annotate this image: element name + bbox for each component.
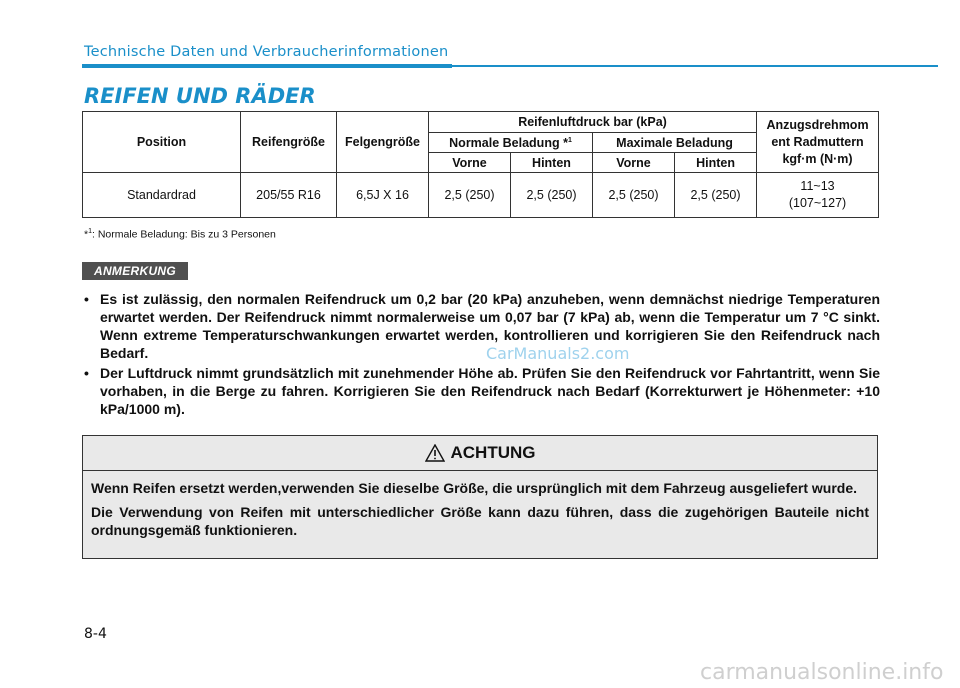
caution-paragraph: Wenn Reifen ersetzt werden,verwenden Sie dieselbe Größe, die ursprünglich mit dem Fahrzeug ausgeliefert wurde. xyxy=(91,480,858,496)
tire-spec-table xyxy=(82,111,879,218)
cell-position: Standardrad xyxy=(83,173,241,218)
page-number: 8-4 xyxy=(84,626,107,642)
warning-triangle-icon xyxy=(425,444,445,462)
list-item: • Es ist zulässig, den normalen Reifendruck um 0,2 bar (20 kPa) anzuheben, wenn demnächst niedrige Temperaturen erwartet werden. Der Reifendruck nimmt normalerweise um 0,07 bar (7 kPa) ab, wenn die Temperatur um 7 °C sinkt. Wenn extreme Temperaturschwankungen erwartet werden, kontrollieren und korrigieren Sie den Reifendruck nach Bedarf. xyxy=(84,290,880,362)
torque-header-line2: ent Radmuttern xyxy=(771,134,864,149)
col-header-max-rear: Hinten xyxy=(675,153,757,173)
caution-box xyxy=(82,435,878,559)
cell-rim-size: 6,5J X 16 xyxy=(337,173,429,218)
table-row xyxy=(83,173,879,218)
header-rule-thick xyxy=(82,64,452,68)
note-badge: ANMERKUNG xyxy=(82,262,188,280)
caution-title: ACHTUNG xyxy=(450,443,536,462)
cell-normal-front: 2,5 (250) xyxy=(429,173,511,218)
col-header-normal-load: Normale Beladung *$^1$ xyxy=(429,133,593,153)
col-header-max-load: Maximale Beladung xyxy=(593,133,757,153)
cell-torque xyxy=(757,173,879,218)
caution-body xyxy=(83,471,877,539)
cell-max-rear: 2,5 (250) xyxy=(675,173,757,218)
torque-value-line2: (107~127) xyxy=(788,196,847,210)
torque-value-line1: 11~13 xyxy=(800,179,835,193)
col-header-tire-size: Reifengröße xyxy=(241,112,337,173)
cell-tire-size: 205/55 R16 xyxy=(241,173,337,218)
col-header-normal-rear: Hinten xyxy=(511,153,593,173)
caution-paragraph: Die Verwendung von Reifen mit unterschiedlicher Größe kann dazu führen, dass die zugehörigen Bauteile nicht ordnungsgemäß funktionieren. xyxy=(91,504,869,538)
col-header-position: Position xyxy=(83,112,241,173)
cell-normal-rear: 2,5 (250) xyxy=(511,173,593,218)
col-header-max-front: Vorne xyxy=(593,153,675,173)
col-header-normal-front: Vorne xyxy=(429,153,511,173)
caution-header xyxy=(83,436,877,471)
col-header-rim-size: Felgengröße xyxy=(337,112,429,173)
cell-max-front: 2,5 (250) xyxy=(593,173,675,218)
header-rule-thin xyxy=(452,65,938,67)
torque-header-line1: Anzugsdrehmom xyxy=(766,117,869,132)
footer-site-text: carmanualsonline.info xyxy=(700,660,944,685)
footnote: *$^1$: Normale Beladung: Bis zu 3 Personen xyxy=(84,228,276,241)
note-list xyxy=(84,290,880,420)
section-title: Technische Daten und Verbraucherinformationen xyxy=(84,44,449,60)
watermark: CarManuals2.com xyxy=(486,344,630,363)
torque-header-line3: kgf·m (N·m) xyxy=(782,151,853,166)
page-heading: REIFEN UND RÄDER xyxy=(84,84,316,108)
col-header-pressure: Reifenluftdruck bar (kPa) xyxy=(429,112,757,133)
list-item: • Der Luftdruck nimmt grundsätzlich mit zunehmender Höhe ab. Prüfen Sie den Reifendruck vor Fahrtantritt, wenn Sie vorhaben, in die Berge zu fahren. Korrigieren Sie den Reifendruck nach Bedarf (Korrekturwert je Höhenmeter: +10 kPa/1000 m). xyxy=(84,364,880,418)
col-header-torque xyxy=(757,112,879,173)
